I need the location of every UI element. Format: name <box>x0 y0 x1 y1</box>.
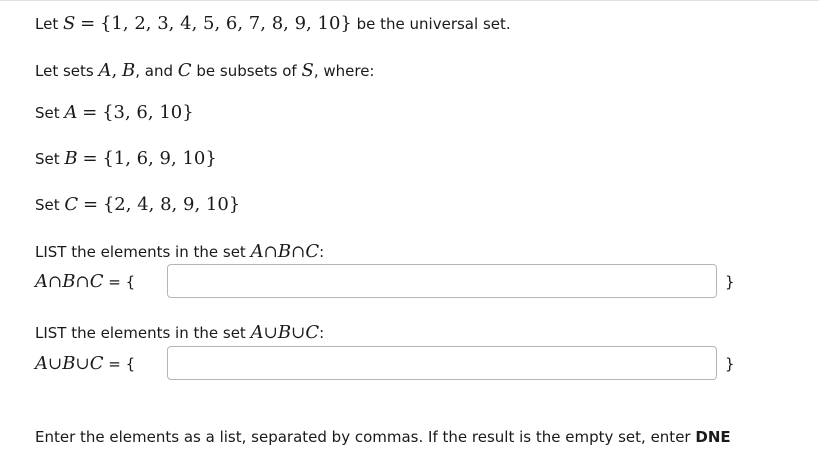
open-brace-label: = { <box>108 355 136 373</box>
prompt-text: LIST the elements in the set <box>35 324 246 342</box>
prompt-colon: : <box>319 324 325 342</box>
expr-term: A <box>35 271 48 292</box>
set-label: Set <box>35 196 60 214</box>
close-brace: } <box>725 355 735 373</box>
set-a-line <box>35 103 194 123</box>
set-value: {3, 6, 10} <box>102 102 194 123</box>
intersection-symbol: ∩ <box>263 242 278 262</box>
union-prompt <box>35 323 324 343</box>
set-eq: = <box>82 148 98 169</box>
expr-term: C <box>89 271 104 292</box>
set-var: C <box>64 194 79 215</box>
intersection-prompt <box>35 242 324 262</box>
set-label: Set <box>35 150 60 168</box>
universal-set: {1, 2, 3, 4, 5, 6, 7, 8, 9, 10} <box>99 13 352 34</box>
subsets-line <box>35 61 374 81</box>
subsets-s: S <box>301 60 314 81</box>
set-c-line <box>35 195 240 215</box>
intersection-answer-input[interactable] <box>167 264 717 298</box>
subset-a: A <box>98 60 112 81</box>
universal-suffix: be the universal set. <box>356 15 511 33</box>
set-value: {2, 4, 8, 9, 10} <box>102 194 241 215</box>
expr-term: B <box>62 353 76 374</box>
union-answer-label <box>35 354 135 374</box>
subset-c: C <box>177 60 192 81</box>
subset-and: , and <box>135 62 174 80</box>
set-var: B <box>64 148 78 169</box>
expr-term: B <box>277 241 292 262</box>
instructions-text: Enter the elements as a list, separated by commas. If the result is the empty set, enter <box>35 428 691 446</box>
set-eq: = <box>82 194 99 215</box>
universal-var: S <box>62 13 76 34</box>
union-symbol: ∪ <box>263 323 278 343</box>
subsets-suffix: , where: <box>313 62 375 80</box>
subsets-prefix: Let sets <box>35 62 94 80</box>
subset-comma: , <box>111 60 118 81</box>
top-divider <box>0 0 819 1</box>
intersection-symbol: ∩ <box>48 272 63 292</box>
close-brace: } <box>725 273 735 291</box>
instructions-footer <box>35 427 731 447</box>
expr-term: A <box>250 322 264 343</box>
universal-prefix: Let <box>35 15 59 33</box>
universal-eq: = <box>80 13 96 34</box>
prompt-text: LIST the elements in the set <box>35 243 246 261</box>
set-label: Set <box>35 104 60 122</box>
set-value: {1, 6, 9, 10} <box>102 148 217 169</box>
prompt-colon: : <box>319 243 325 261</box>
set-var: A <box>64 102 78 123</box>
subset-b: B <box>122 60 136 81</box>
intersection-symbol: ∩ <box>75 272 90 292</box>
set-eq: = <box>82 102 98 123</box>
expr-term: C <box>305 241 320 262</box>
universal-set-line <box>35 14 511 34</box>
intersection-symbol: ∩ <box>291 242 306 262</box>
expr-term: C <box>305 322 320 343</box>
expr-term: B <box>62 271 76 292</box>
set-b-line <box>35 149 217 169</box>
union-symbol: ∪ <box>48 354 63 374</box>
expr-term: A <box>250 241 264 262</box>
intersection-answer-label <box>35 272 135 292</box>
union-symbol: ∪ <box>75 354 90 374</box>
open-brace-label: = { <box>108 273 136 291</box>
expr-term: C <box>89 353 104 374</box>
expr-term: A <box>35 353 48 374</box>
union-answer-input[interactable] <box>167 346 717 380</box>
subsets-mid: be subsets of <box>196 62 297 80</box>
expr-term: B <box>277 322 292 343</box>
union-symbol: ∪ <box>291 323 306 343</box>
instructions-dne: DNE <box>695 428 731 446</box>
